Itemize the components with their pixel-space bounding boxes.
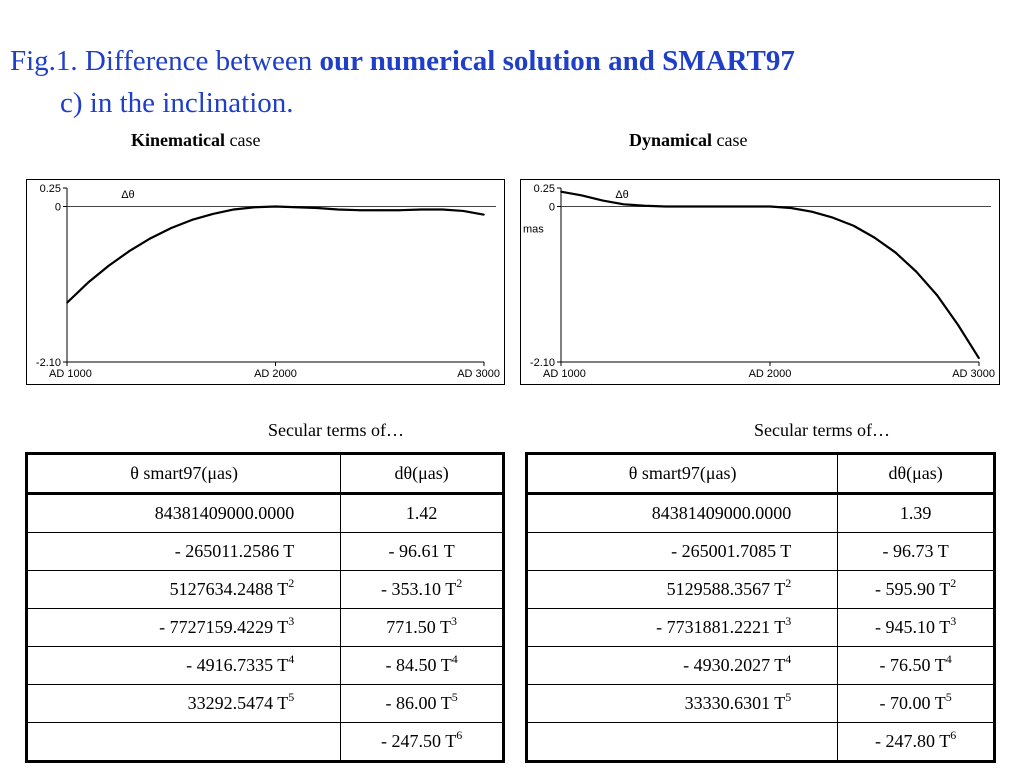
- data-point: [442, 209, 444, 211]
- term-value: - 76.50 T: [879, 655, 946, 675]
- data-point: [129, 250, 131, 252]
- smart97-term-cell: [527, 494, 838, 533]
- smart97-term-cell: [527, 571, 838, 609]
- term-value: 1.39: [899, 503, 932, 523]
- term-value: - 945.10 T: [875, 617, 951, 637]
- difference-term-cell: [838, 723, 995, 762]
- term-value: - 247.80 T: [875, 731, 951, 751]
- smart97-term-cell: [527, 609, 838, 647]
- chart-dynamical-svg: [521, 180, 999, 384]
- panel-heading-kinematical: [131, 130, 260, 151]
- data-point: [150, 238, 152, 240]
- term-value: - 96.61 T: [388, 541, 455, 561]
- term-value: 771.50 T: [386, 617, 451, 637]
- term-value: - 84.50 T: [385, 655, 452, 675]
- title-plain: Fig.1. Difference between: [10, 45, 320, 77]
- table-header-row: [27, 454, 504, 494]
- data-point: [748, 206, 750, 208]
- term-power: 4: [785, 652, 792, 666]
- data-point: [874, 237, 876, 239]
- data-point: [358, 209, 360, 211]
- smart97-term-cell: [27, 533, 341, 571]
- data-point: [727, 206, 729, 208]
- data-point: [379, 209, 381, 211]
- table-header-row: [527, 454, 995, 494]
- term-value: 33330.6301 T: [684, 693, 786, 713]
- data-point: [978, 357, 980, 359]
- panel-heading-dynamical: [629, 130, 747, 151]
- panel-heading-rest: case: [224, 130, 261, 150]
- data-point: [483, 214, 485, 216]
- title-bold: our numerical solution and SMART97: [319, 45, 795, 77]
- data-point: [233, 209, 235, 211]
- data-point: [623, 203, 625, 205]
- term-value: - 4916.7335 T: [186, 655, 289, 675]
- term-value: - 265001.7085 T: [671, 541, 792, 561]
- term-value: - 595.90 T: [875, 579, 951, 599]
- data-series-line: [67, 207, 484, 303]
- data-point: [853, 225, 855, 227]
- panel-heading-bold: Dynamical: [629, 130, 712, 150]
- smart97-term-cell: [527, 685, 838, 723]
- unit-label: mas: [523, 223, 544, 236]
- difference-term-cell: [838, 609, 995, 647]
- term-value: - 86.00 T: [385, 693, 452, 713]
- smart97-term-cell: [527, 533, 838, 571]
- term-power: 3: [288, 614, 295, 628]
- term-power: 4: [288, 652, 295, 666]
- data-point: [707, 206, 709, 208]
- table-row: [527, 685, 995, 723]
- y-tick-label: -2.10: [529, 357, 555, 369]
- difference-term-cell: [341, 609, 504, 647]
- term-power: 6: [950, 728, 957, 742]
- term-value: - 7731881.2221 T: [656, 617, 786, 637]
- term-power: 6: [456, 728, 463, 742]
- data-point: [275, 206, 277, 208]
- term-power: 5: [945, 690, 952, 704]
- x-tick-label: AD 2000: [254, 368, 297, 380]
- term-value: 84381409000.0000: [651, 503, 792, 523]
- term-power: 5: [785, 690, 792, 704]
- smart97-term-cell: [27, 685, 341, 723]
- table-row: [27, 494, 504, 533]
- data-point: [602, 200, 604, 202]
- term-power: 2: [288, 576, 295, 590]
- secular-terms-table-dynamical: [525, 452, 996, 763]
- smart97-term-cell: [527, 647, 838, 685]
- difference-term-cell: [838, 533, 995, 571]
- term-value: - 7727159.4229 T: [159, 617, 289, 637]
- term-power: 4: [945, 652, 952, 666]
- table-row: [27, 647, 504, 685]
- smart97-term-cell: [27, 647, 341, 685]
- term-power: 4: [451, 652, 458, 666]
- table-row: [527, 571, 995, 609]
- term-power: 2: [456, 576, 463, 590]
- table-row: [527, 647, 995, 685]
- panel-heading-bold: Kinematical: [131, 130, 225, 150]
- data-point: [296, 206, 298, 208]
- term-power: 3: [785, 614, 792, 628]
- term-value: - 4930.2027 T: [683, 655, 786, 675]
- table-row: [27, 609, 504, 647]
- data-point: [170, 227, 172, 229]
- series-label: Δθ: [615, 189, 629, 201]
- data-point: [108, 265, 110, 267]
- data-point: [581, 195, 583, 197]
- table-row: [27, 685, 504, 723]
- difference-term-cell: [341, 494, 504, 533]
- difference-term-cell: [341, 685, 504, 723]
- term-value: - 96.73 T: [882, 541, 949, 561]
- x-tick-label: AD 3000: [457, 368, 500, 380]
- data-point: [421, 209, 423, 211]
- y-tick-label: 0.25: [39, 183, 61, 195]
- panel-heading-rest: case: [712, 130, 748, 150]
- data-point: [560, 191, 562, 193]
- term-value: - 247.50 T: [381, 731, 457, 751]
- term-value: 5127634.2488 T: [169, 579, 289, 599]
- data-point: [895, 252, 897, 254]
- table-row: [527, 609, 995, 647]
- term-power: 2: [950, 576, 957, 590]
- data-point: [191, 219, 193, 221]
- secular-terms-table-kinematical: [25, 452, 505, 763]
- term-power: 3: [950, 614, 957, 628]
- data-point: [832, 217, 834, 219]
- smart97-term-cell: [527, 723, 838, 762]
- term-power: 2: [785, 576, 792, 590]
- smart97-term-cell: [27, 723, 341, 762]
- chart-dynamical: [520, 179, 1000, 385]
- difference-term-cell: [838, 571, 995, 609]
- data-point: [769, 206, 771, 208]
- chart-kinematical: [26, 179, 505, 385]
- chart-kinematical-svg: [27, 180, 504, 384]
- table-row: [27, 571, 504, 609]
- term-power: 5: [451, 690, 458, 704]
- column-header: θ smart97(μas): [27, 454, 341, 494]
- data-point: [811, 211, 813, 213]
- x-tick-label: AD 1000: [543, 368, 586, 380]
- difference-term-cell: [838, 647, 995, 685]
- column-header: dθ(μas): [838, 454, 995, 494]
- data-point: [916, 271, 918, 273]
- data-point: [665, 206, 667, 208]
- data-point: [87, 282, 89, 284]
- data-point: [316, 207, 318, 209]
- term-value: 5129588.3567 T: [666, 579, 786, 599]
- y-tick-label: 0.25: [533, 183, 555, 195]
- table-row: [527, 533, 995, 571]
- x-tick-label: AD 1000: [49, 368, 92, 380]
- data-point: [462, 210, 464, 212]
- data-point: [957, 324, 959, 326]
- y-tick-label: -2.10: [35, 357, 61, 369]
- data-point: [936, 295, 938, 297]
- table-row: [527, 723, 995, 762]
- data-point: [212, 213, 214, 215]
- figure-title-line2: c) in the inclination.: [60, 87, 294, 119]
- data-point: [686, 206, 688, 208]
- term-power: 5: [288, 690, 295, 704]
- difference-term-cell: [341, 533, 504, 571]
- term-value: - 265011.2586 T: [174, 541, 295, 561]
- term-value: - 70.00 T: [879, 693, 946, 713]
- difference-term-cell: [341, 647, 504, 685]
- table-row: [27, 723, 504, 762]
- data-point: [337, 209, 339, 211]
- difference-term-cell: [838, 685, 995, 723]
- data-point: [790, 207, 792, 209]
- data-point: [66, 302, 68, 304]
- secular-label-left: Secular terms of…: [268, 420, 404, 440]
- term-value: 33292.5474 T: [187, 693, 289, 713]
- data-point: [254, 206, 256, 208]
- column-header: θ smart97(μas): [527, 454, 838, 494]
- difference-term-cell: [838, 494, 995, 533]
- table-row: [27, 533, 504, 571]
- y-tick-label: 0: [548, 201, 555, 214]
- figure-title-line1: [10, 44, 795, 78]
- data-point: [644, 205, 646, 207]
- secular-label-right: Secular terms of…: [754, 420, 890, 440]
- term-value: 84381409000.0000: [154, 503, 295, 523]
- column-header: dθ(μas): [341, 454, 504, 494]
- series-label: Δθ: [121, 189, 135, 201]
- term-value: 1.42: [405, 503, 438, 523]
- smart97-term-cell: [27, 571, 341, 609]
- term-power: 3: [450, 614, 457, 628]
- difference-term-cell: [341, 723, 504, 762]
- term-value: - 353.10 T: [381, 579, 457, 599]
- difference-term-cell: [341, 571, 504, 609]
- x-tick-label: AD 2000: [748, 368, 792, 380]
- data-point: [400, 209, 402, 211]
- x-tick-label: AD 3000: [952, 368, 995, 380]
- smart97-term-cell: [27, 609, 341, 647]
- table-row: [527, 494, 995, 533]
- y-tick-label: 0: [54, 201, 61, 214]
- data-series-line: [561, 192, 979, 359]
- smart97-term-cell: [27, 494, 341, 533]
